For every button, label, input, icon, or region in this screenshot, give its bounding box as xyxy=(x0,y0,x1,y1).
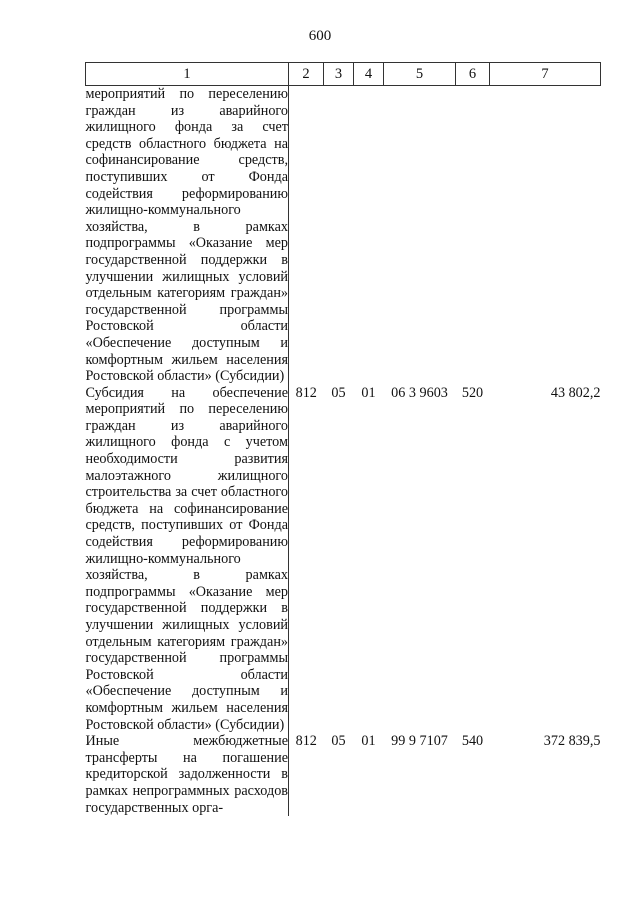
budget-table xyxy=(85,62,601,816)
row-amount: 372 839,5 xyxy=(543,733,601,750)
table-row xyxy=(86,385,601,733)
column-header-2: 2 xyxy=(289,63,324,86)
page-number: 600 xyxy=(308,28,332,44)
row-description: Иные межбюджетные трансферты на погашение кредиторской задолженности в рамках непрограммных расходов государственных орга- xyxy=(85,733,288,816)
table-row xyxy=(86,86,601,385)
column-header-3: 3 xyxy=(324,63,354,86)
table-header-row xyxy=(86,63,601,86)
row-ministry-code: 812 xyxy=(295,733,317,750)
column-header-1: 1 xyxy=(86,63,289,86)
row-description: Субсидия на обеспечение мероприятий по переселению граждан из аварийного жилищного фонда с учетом необходимости развития малоэтажного жилищного строительства за счет областного бюджета на софинансирование средств, поступивших от Фонда содействия реформированию жилищно-коммунального хозяйства, в рамках подпрограммы «Оказание мер государственной поддержки в улучшении жилищных условий отдельным категориям граждан» государственной программы Ростовской области «Обеспечение доступным и комфортным жильем населения Ростовской области» (Субсидии) xyxy=(85,384,288,733)
row-amount: 43 802,2 xyxy=(550,384,601,401)
row-ministry-code xyxy=(289,86,324,385)
column-header-4: 4 xyxy=(354,63,384,86)
row-amount xyxy=(490,86,601,385)
row-target-article: 06 3 9603 xyxy=(391,384,448,401)
column-header-6: 6 xyxy=(456,63,490,86)
row-expense-type xyxy=(456,86,490,385)
table-row xyxy=(86,733,601,816)
row-description: мероприятий по переселению граждан из аварийного жилищного фонда за счет средств областного бюджета на софинансирование средств, поступивших от Фонда содействия реформированию жилищно-коммунального хозяйства, в рамках подпрограммы «Оказание мер государственной поддержки в улучшении жилищных условий отдельным категориям граждан» государственной программы Ростовской области «Обеспечение доступным и комфортным жильем населения Ростовской области» (Субсидии) xyxy=(85,86,288,385)
column-header-7: 7 xyxy=(490,63,601,86)
row-target-article xyxy=(384,86,456,385)
column-header-5: 5 xyxy=(384,63,456,86)
row-subsection-code: 01 xyxy=(361,733,376,750)
row-target-article: 99 9 7107 xyxy=(391,733,448,750)
row-subsection-code xyxy=(354,86,384,385)
row-expense-type: 540 xyxy=(461,733,484,750)
row-ministry-code: 812 xyxy=(295,384,317,401)
row-expense-type: 520 xyxy=(461,384,484,401)
row-section-code xyxy=(324,86,354,385)
row-section-code: 05 xyxy=(331,733,346,750)
row-subsection-code: 01 xyxy=(361,384,376,401)
row-section-code: 05 xyxy=(331,384,346,401)
